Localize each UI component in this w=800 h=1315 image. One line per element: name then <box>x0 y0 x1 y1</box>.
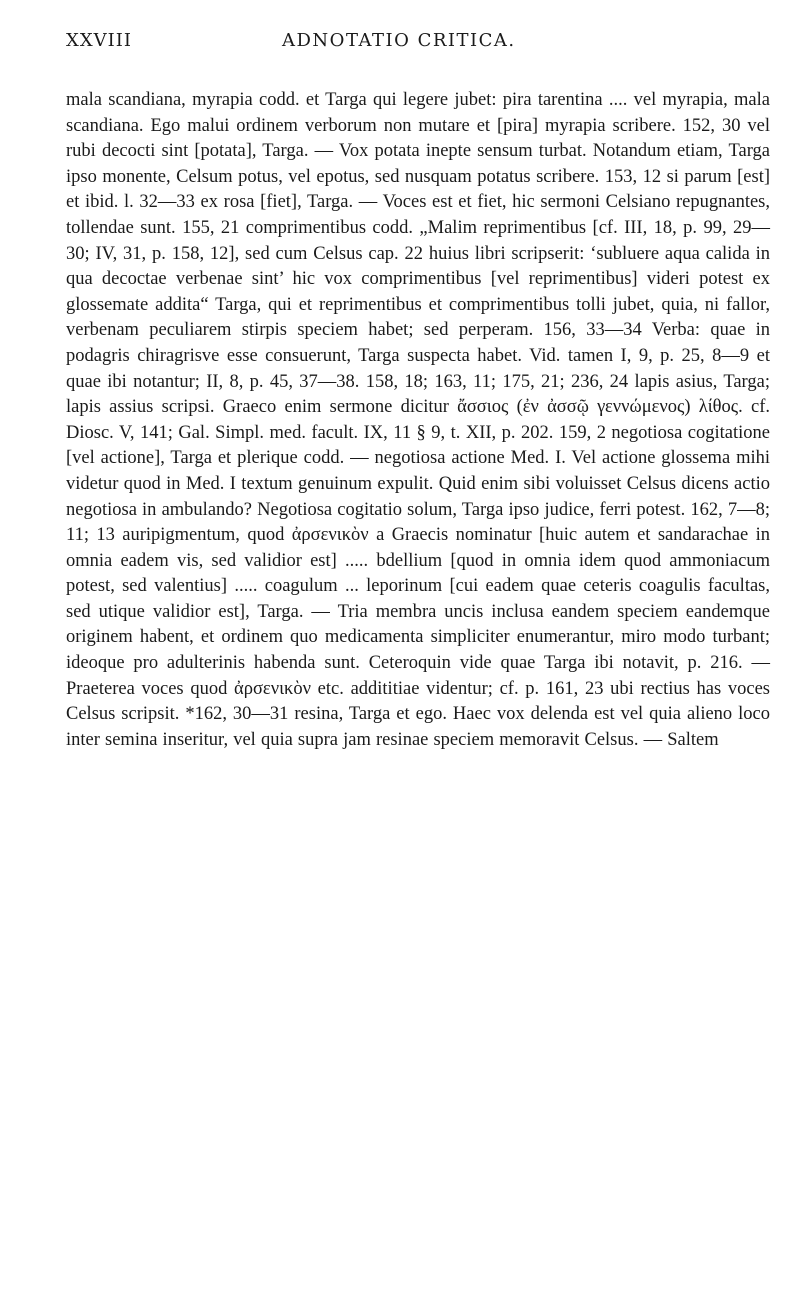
running-title: ADNOTATIO CRITICA. <box>282 30 516 51</box>
body-paragraph: mala scandiana, myrapia codd. et Targa qui legere jubet: pira tarentina .... vel myrapia, mala scandiana. Ego malui ordinem verborum non mutare et [pira] myrapia scribere. 152, 30 vel rubi decocti sint [potata], Targa. — Vox potata inepte sensum turbat. Notandum etiam, Targa ipso monente, Celsum potus, vel epotus, sed nusquam potatus scribere. 153, 12 si parum [est] et ibid. l. 32—33 ex rosa [fiet], Targa. — Voces est et fiet, hic sermoni Celsiano repugnantes, tollendae sunt. 155, 21 comprimentibus codd. „Malim reprimentibus [cf. III, 18, p. 99, 29—30; IV, 31, p. 158, 12], sed cum Celsus cap. 22 huius libri scripserit: ‘subluere aqua calida in qua decoctae verbenae sint’ hic vox comprimentibus [vel reprimentibus] videri potest ex glossemate addita“ Targa, qui et reprimentibus et comprimentibus tolli jubet, quia, ni fallor, verbenam peculiarem stirpis speciem habet; sed perperam. 156, 33—34 Verba: quae in podagris chiragrisve esse consuerunt, Targa suspecta habet. Vid. tamen I, 9, p. 25, 8—9 et quae ibi notantur; II, 8, p. 45, 37—38. 158, 18; 163, 11; 175, 21; 236, 24 lapis asius, Targa; lapis assius scripsi. Graeco enim sermone dicitur ἄσσιος (ἐν ἀσσῷ γεννώμενος) λίθος. cf. Diosc. V, 141; Gal. Simpl. med. facult. IX, 11 § 9, t. XII, p. 202. 159, 2 negotiosa cogitatione [vel actione], Targa et plerique codd. — negotiosa actione Med. I. Vel actione glossema mihi videtur quod in Med. I textum genuinum expulit. Quid enim sibi voluisset Celsus dicens actio negotiosa in ambulando? Negotiosa cogitatio solum, Targa ipso judice, ferri potest. 162, 7—8; 11; 13 auripigmentum, quod ἀρσενικὸν a Graecis nominatur [huic autem et sandarachae in omnia eadem vis, sed validior est] ..... bdellium [quod in omnia idem quod ammoniacum potest, sed valentius] ..... coagulum ... leporinum [cui eadem quae ceteris coagulis facultas, sed utique validior est], Targa. — Tria membra uncis inclusa eandem speciem eandemque originem habent, et ordinem quo medicamenta simpliciter enumerantur, miro modo turbant; ideoque pro adulterinis habenda sunt. Ceteroquin vide quae Targa ibi notavit, p. 216. — Praeterea voces quod ἀρσενικὸν etc. addititiae videntur; cf. p. 161, 23 ubi rectius has voces Celsus scripsit. *162, 30—31 resina, Targa et ego. Haec vox delenda est vel quia alieno loco inter semina inseritur, vel quia supra jam resinae speciem memoravit Celsus. — Saltem <box>66 90 770 750</box>
running-header <box>66 0 770 72</box>
page-number: XXVIII <box>66 30 132 51</box>
critical-apparatus-text <box>66 88 770 753</box>
